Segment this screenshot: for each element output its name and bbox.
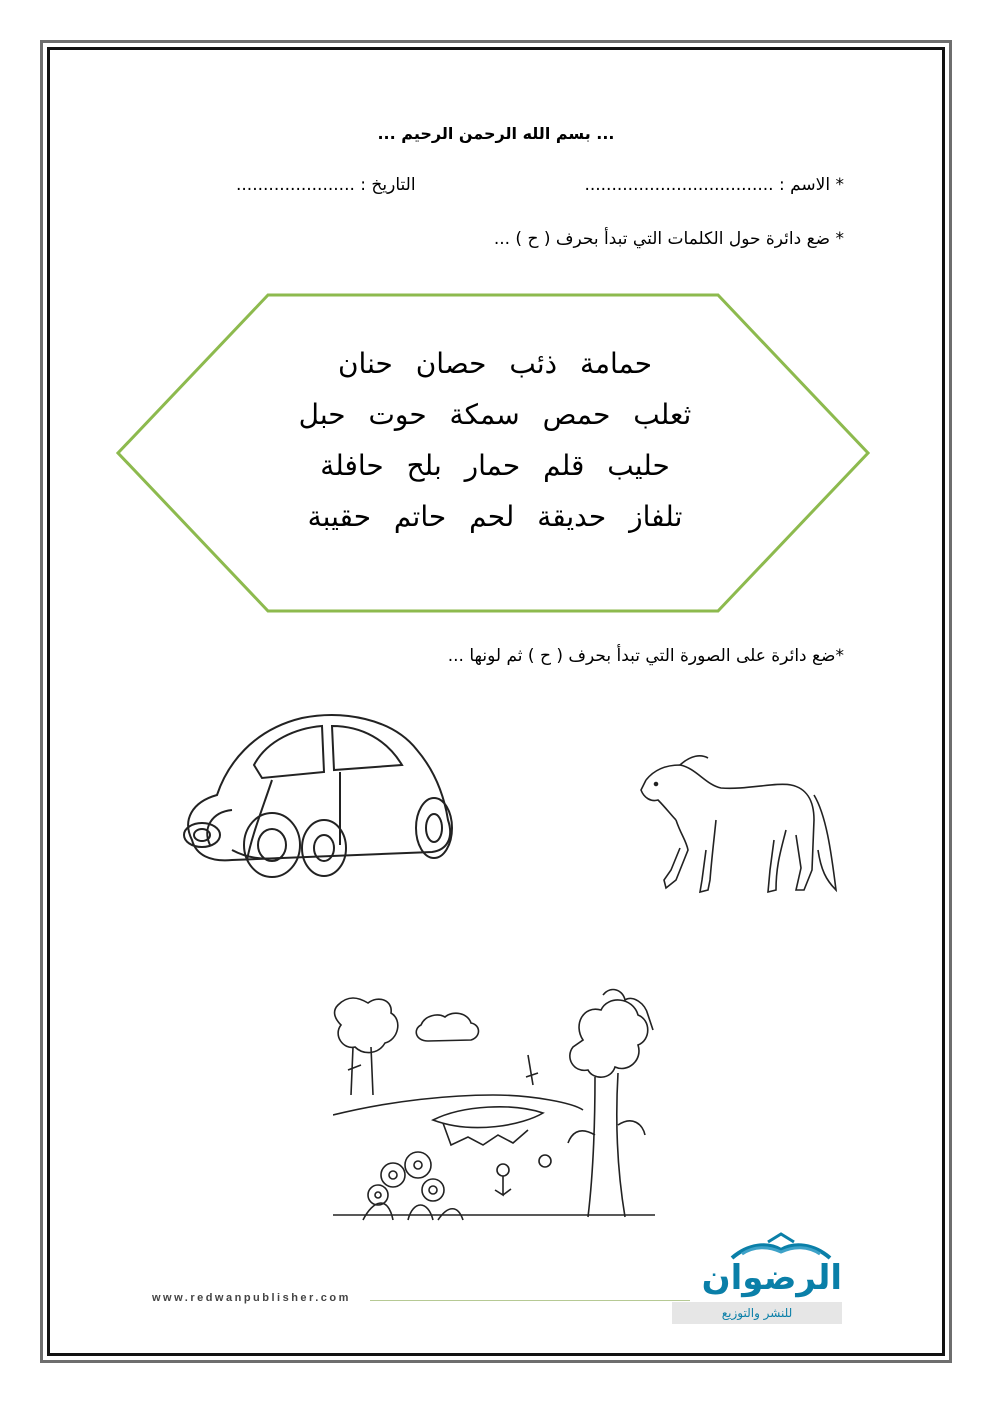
landscape-drawing[interactable] — [333, 985, 655, 1225]
word-row-2[interactable]: ثعلب حمص سمكة حوت حبل — [298, 398, 692, 431]
word-row-3[interactable]: حليب قلم حمار بلح حافلة — [320, 449, 670, 482]
bismillah-heading: ... بسم الله الرحمن الرحيم ... — [377, 124, 615, 143]
name-field-label: * الاسم : ................................... — [584, 175, 844, 195]
word-row-1[interactable]: حمامة ذئب حصان حنان — [337, 347, 653, 380]
word-row-4[interactable]: تلفاز حديقة لحم حاتم حقيبة — [307, 500, 683, 533]
horse-drawing[interactable] — [636, 740, 841, 900]
instruction-circle-picture: *ضع دائرة على الصورة التي تبدأ بحرف ( ح ) ثم لونها ... — [447, 646, 844, 666]
publisher-logo-tagline: للنشر والتوزيع — [672, 1302, 842, 1324]
publisher-website[interactable]: www.redwanpublisher.com — [152, 1292, 351, 1304]
car-drawing[interactable] — [172, 710, 462, 885]
publisher-logo-name: الرضوان — [701, 1258, 842, 1298]
footer-divider — [370, 1300, 690, 1301]
instruction-circle-words: * ضع دائرة حول الكلمات التي تبدأ بحرف ( ح ) ... — [493, 229, 844, 249]
date-field-label: التاريخ : ...................... — [236, 175, 416, 195]
